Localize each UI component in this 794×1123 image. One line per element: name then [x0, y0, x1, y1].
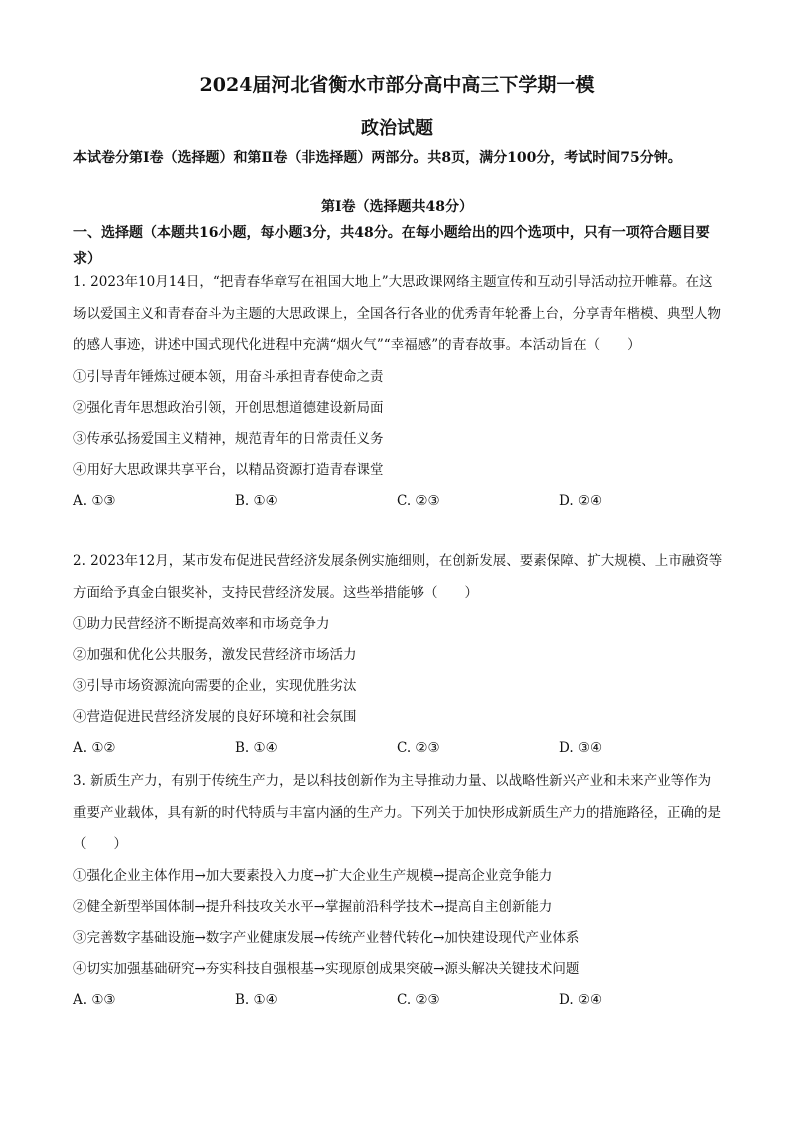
question-option: ③完善数字基础设施→数字产业健康发展→传统产业替代转化→加快建设现代产业体系	[73, 929, 580, 946]
subject-title: 政治试题	[361, 118, 433, 139]
part-title: 一、选择题（本题共16小题，每小题3分，共48分。在每小题给出的四个选项中，只有一项符合题目要求）	[73, 225, 710, 267]
answer-choice-a: A. ①③	[73, 991, 116, 1008]
section-title: 第Ⅰ卷（选择题共48分）	[320, 199, 474, 215]
answer-row	[73, 486, 723, 517]
answer-choice-c: C. ②③	[397, 991, 440, 1008]
question-option: ③引导市场资源流向需要的企业，实现优胜劣汰	[73, 678, 357, 694]
answer-choice-c: C. ②③	[397, 492, 440, 509]
answer-choice-b: B. ①④	[235, 991, 278, 1008]
question-option: ②健全新型举国体制→提升科技攻关水平→掌握前沿科学技术→提高自主创新能力	[73, 898, 553, 915]
question-option: ④用好大思政课共享平台，以精品资源打造青春课堂	[73, 461, 384, 478]
answer-choice-d: D. ③④	[559, 740, 603, 756]
answer-row	[73, 985, 723, 1016]
answer-choice-b: B. ①④	[235, 492, 278, 509]
exam-title: 2024届河北省衡水市部分高中高三下学期一模	[199, 74, 595, 96]
question-option: ④切实加强基础研究→夯实科技自强根基→实现原创成果突破→源头解决关键技术问题	[73, 960, 580, 977]
answer-choice-d: D. ②④	[559, 492, 603, 509]
answer-choice-b: B. ①④	[235, 740, 278, 756]
question-option: ③传承弘扬爱国主义精神，规范青年的日常责任义务	[73, 430, 384, 447]
question-option: ②强化青年思想政治引领，开创思想道德建设新局面	[73, 399, 384, 416]
question-option: ②加强和优化公共服务，激发民营经济市场活力	[73, 647, 357, 663]
question-option: ①强化企业主体作用→加大要素投入力度→扩大企业生产规模→提高企业竞争能力	[73, 867, 553, 884]
answer-row	[73, 733, 723, 764]
question-stem: 3. 新质生产力，有别于传统生产力，是以科技创新作为主导推动力量、以战略性新兴产业和未来产业等作为重要产业载体，具有新的时代特质与丰富内涵的生产力。下列关于加快形成新质生产力的措施路径，正确的是（ ）	[73, 773, 721, 852]
answer-choice-a: A. ①②	[73, 740, 116, 756]
question-stem: 1. 2023年10月14日，“把青春华章写在祖国大地上”大思政课网络主题宣传和互动引导活动拉开帷幕。在这场以爱国主义和青春奋斗为主题的大思政课上，全国各行各业的优秀青年轮番上台，分享青年楷模、典型人物的感人事迹，讲述中国式现代化进程中充满“烟火气”“幸福感”的青春故事。本活动旨在（ ）	[73, 274, 721, 353]
question-stem: 2. 2023年12月，某市发布促进民营经济发展条例实施细则，在创新发展、要素保障、扩大规模、上市融资等方面给予真金白银奖补，支持民营经济发展。这些举措能够（ ）	[73, 553, 723, 601]
answer-choice-c: C. ②③	[397, 740, 440, 756]
answer-choice-d: D. ②④	[559, 991, 603, 1008]
question-2	[73, 546, 723, 764]
exam-intro: 本试卷分第Ⅰ卷（选择题）和第Ⅱ卷（非选择题）两部分。共8页，满分100分，考试时间75分钟。	[73, 150, 682, 166]
question-option: ④营造促进民营经济发展的良好环境和社会氛围	[73, 709, 357, 725]
answer-choice-a: A. ①③	[73, 492, 116, 509]
question-1	[73, 267, 723, 517]
question-3	[73, 766, 723, 1016]
question-option: ①助力民营经济不断提高效率和市场竞争力	[73, 616, 330, 632]
question-option: ①引导青年锤炼过硬本领，用奋斗承担青春使命之责	[73, 368, 384, 385]
